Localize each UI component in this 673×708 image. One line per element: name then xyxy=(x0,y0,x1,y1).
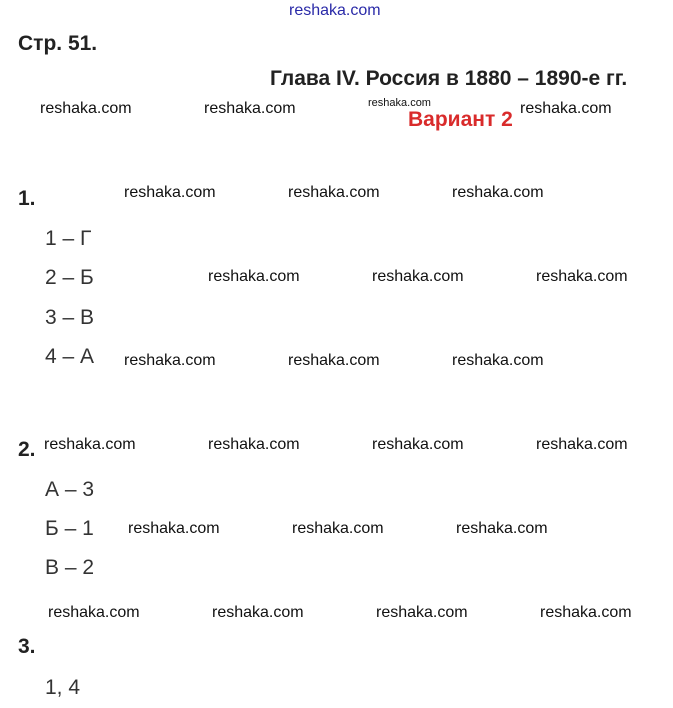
watermark: reshaka.com xyxy=(44,436,136,453)
watermark: reshaka.com xyxy=(288,184,380,201)
watermark: reshaka.com xyxy=(452,352,544,369)
answer-item: 1 – Г xyxy=(45,227,92,250)
watermark: reshaka.com xyxy=(40,100,132,117)
answer-item: 2 – Б xyxy=(45,266,94,289)
question-number: 3. xyxy=(18,635,36,658)
answer-item: Б – 1 xyxy=(45,517,94,540)
watermark: reshaka.com xyxy=(124,184,216,201)
variant-label: Вариант 2 xyxy=(408,108,513,131)
watermark: reshaka.com xyxy=(372,268,464,285)
page-number: Стр. 51. xyxy=(18,32,98,55)
watermark: reshaka.com xyxy=(536,436,628,453)
watermark: reshaka.com xyxy=(208,268,300,285)
watermark: reshaka.com xyxy=(456,520,548,537)
watermark: reshaka.com xyxy=(204,100,296,117)
answer-item: В – 2 xyxy=(45,556,95,579)
watermark: reshaka.com xyxy=(124,352,216,369)
answer-item: А – 3 xyxy=(45,478,95,501)
watermark: reshaka.com xyxy=(128,520,220,537)
answer-item: 4 – А xyxy=(45,345,95,368)
question-number: 2. xyxy=(18,438,36,461)
watermark: reshaka.com xyxy=(48,604,140,621)
watermark: reshaka.com xyxy=(368,97,431,109)
chapter-title: Глава IV. Россия в 1880 – 1890-е гг. xyxy=(270,67,628,90)
answer-item: 3 – В xyxy=(45,306,95,329)
watermark: reshaka.com xyxy=(520,100,612,117)
question-number: 1. xyxy=(18,187,36,210)
watermark: reshaka.com xyxy=(288,352,380,369)
watermark: reshaka.com xyxy=(452,184,544,201)
watermark: reshaka.com xyxy=(376,604,468,621)
watermark: reshaka.com xyxy=(292,520,384,537)
watermark: reshaka.com xyxy=(372,436,464,453)
site-logo-link[interactable]: reshaka.com xyxy=(289,2,381,19)
watermark: reshaka.com xyxy=(208,436,300,453)
watermark: reshaka.com xyxy=(536,268,628,285)
watermark: reshaka.com xyxy=(540,604,632,621)
answer-item: 1, 4 xyxy=(45,676,81,699)
watermark: reshaka.com xyxy=(212,604,304,621)
